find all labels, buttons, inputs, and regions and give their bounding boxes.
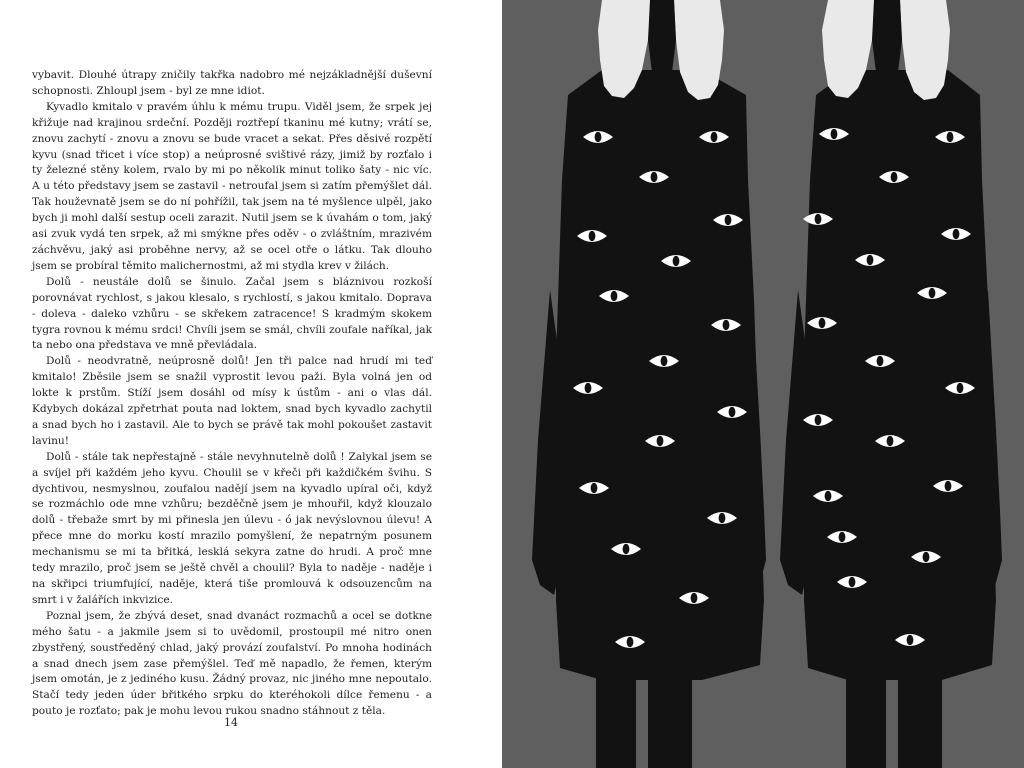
figure-left-leg [596, 670, 636, 768]
illustration-page [502, 0, 1024, 768]
eye-pupil [957, 383, 964, 393]
eye-pupil [691, 593, 698, 603]
eye-pupil [849, 577, 856, 587]
text-page [0, 0, 502, 768]
eye-pupil [711, 132, 718, 142]
figure-right-head [872, 0, 902, 72]
figure-left-body [554, 70, 764, 680]
eye-pupil [719, 513, 726, 523]
eye-pupil [673, 256, 680, 266]
paragraph: Dolů - neustále dolů se šinulo. Začal jsem s bláznivou rozkoší porovnávat rychlost, s jakou klesalo, s rychlostí, s jakou kmitalo. Doprava - doleva - daleko vzhůru - se skřekem zatracence! S kradmým skokem tygra rovnou k mému srdci! Chvíli jsem se smál, chvíli zoufale naříkal, jak ta nebo ona představa ve mně převládala. [32, 275, 432, 352]
eye-pupil [929, 288, 936, 298]
eye-pupil [585, 383, 592, 393]
eye-pupil [923, 552, 930, 562]
eye-pupil [591, 483, 598, 493]
figure-left-head [648, 0, 676, 72]
eye-pupil [907, 635, 914, 645]
illustration-two-figures-with-eyes [502, 0, 1024, 768]
eye-pupil [825, 491, 832, 501]
eye-pupil [819, 318, 826, 328]
eye-pupil [651, 172, 658, 182]
figure-left-leg [648, 670, 692, 768]
figure-right-leg [846, 670, 886, 768]
paragraph: Dolů - stále tak nepřestajně - stále nevyhnutelně dolů ! Zalykal jsem se a svíjel při každém jeho kyvu. Choulil se v křeči při každičkém švihu. S dychtivou, nesmyslnou, zoufalou nadějí jsem na kyvadlo upíral oči, když se rozmáchlo ode mne vzhůru; bezděčně jsem je mhouřil, když klouzalo dolů - třebaže smrt by mi přinesla jen úlevu - ó jak nevýslovnou úlevu! A přece mne do morku kostí mrazilo pomyšlení, že nepatrným posunem mechanismu se mi ta břitká, lesklá sekyra zatne do hrudi. A proč mne tedy mrazilo, proč jsem se ještě chvěl a choulil? Byla to naděje - naděje i na skřipci triumfující, naděje, která tiše promlouvá k odsouzencům na smrt i v žalářích inkvizice. [32, 450, 432, 606]
eye-pupil [595, 132, 602, 142]
eye-pupil [877, 356, 884, 366]
eye-pupil [661, 356, 668, 366]
text-body [32, 68, 432, 720]
eye-pupil [623, 544, 630, 554]
paragraph: vybavit. Dlouhé útrapy zničily takřka nadobro mé nejzákladnější duševní schopnosti. Zhloupl jsem - byl ze mne idiot. [32, 69, 432, 97]
eye-pupil [815, 415, 822, 425]
eye-pupil [891, 172, 898, 182]
eye-pupil [729, 407, 736, 417]
eye-pupil [657, 436, 664, 446]
figure-right-body [802, 70, 996, 680]
figure-left [532, 0, 766, 768]
page-number: 14 [224, 716, 238, 729]
eye-pupil [831, 129, 838, 139]
eye-pupil [611, 291, 618, 301]
eye-pupil [887, 436, 894, 446]
eye-pupil [815, 214, 822, 224]
paragraph: Poznal jsem, že zbývá deset, snad dvanáct rozmachů a ocel se dotkne mého šatu - a jakmile jsem si to uvědomil, prostoupil mé nitro onen zbystřený, soustředěný chlad, jaký provází zoufalství. Po mnoha hodinách a snad dnech jsem zase přemýšlel. Teď mě napadlo, že řemen, kterým jsem omotán, je z jediného kusu. Žádný provaz, nic jiného mne nepoutalo. Stačí tedy jeden úder břitkého srpku do kteréhokoli dílce řemenu - a pouto je rozťato; pak je mohu levou rukou snadno stáhnout z těla. [32, 609, 432, 718]
paragraph: Dolů - neodvratně, neúprosně dolů! Jen tři palce nad hrudí mi teď kmitalo! Zběsile jsem se snažil vyprostit levou paži. Byla volná jen od lokte k prstům. Stíží jsem dosáhl od mísy k ústům - ani o vlas dál. Kdybych dokázal zpřetrhat pouta nad loktem, snad bych kyvadlo zachytil a snad bych ho i zastavil. Ale to bych se právě tak mohl pokoušet zastavit lavinu! [32, 355, 432, 447]
eye-pupil [953, 229, 960, 239]
paragraph: Kyvadlo kmitalo v pravém úhlu k mému trupu. Viděl jsem, že srpek jej křižuje nad krajinou srdeční. Později roztřepí tkaninu mé kutny; vrátí se, znovu zachytí - znovu a znovu se bude vracet a sekat. Přes děsivé rozpětí kyvu (snad třicet i více stop) a neúprosné svištivé rázy, jimiž by rozťalo i ty železné stěny kolem, rvalo by mi po několik minut toliko šaty - nic víc. A u této představy jsem se zastavil - netroufal jsem si zatím přemýšlet dál. Tak houževnatě jsem se do ní pohřížil, tak jsem na té myšlence ulpěl, jako bych ji mohl další sestup oceli zarazit. Nutil jsem se k úvahám o tom, jaký asi zvuk vydá ten srpek, až mi smýkne přes oděv - o zvláštním, mrazivém záchvěvu, jaký asi proběhne nervy, až se ocel otře o látku. Tak dlouho jsem se probíral těmito malichernostmi, až mi stydla krev v žilách. [32, 100, 432, 272]
eye-pupil [867, 255, 874, 265]
eye-pupil [947, 132, 954, 142]
eye-pupil [723, 320, 730, 330]
eye-pupil [945, 481, 952, 491]
eye-pupil [725, 215, 732, 225]
figure-right-leg [898, 670, 942, 768]
eye-pupil [839, 532, 846, 542]
eye-pupil [589, 231, 596, 241]
eye-pupil [627, 637, 634, 647]
